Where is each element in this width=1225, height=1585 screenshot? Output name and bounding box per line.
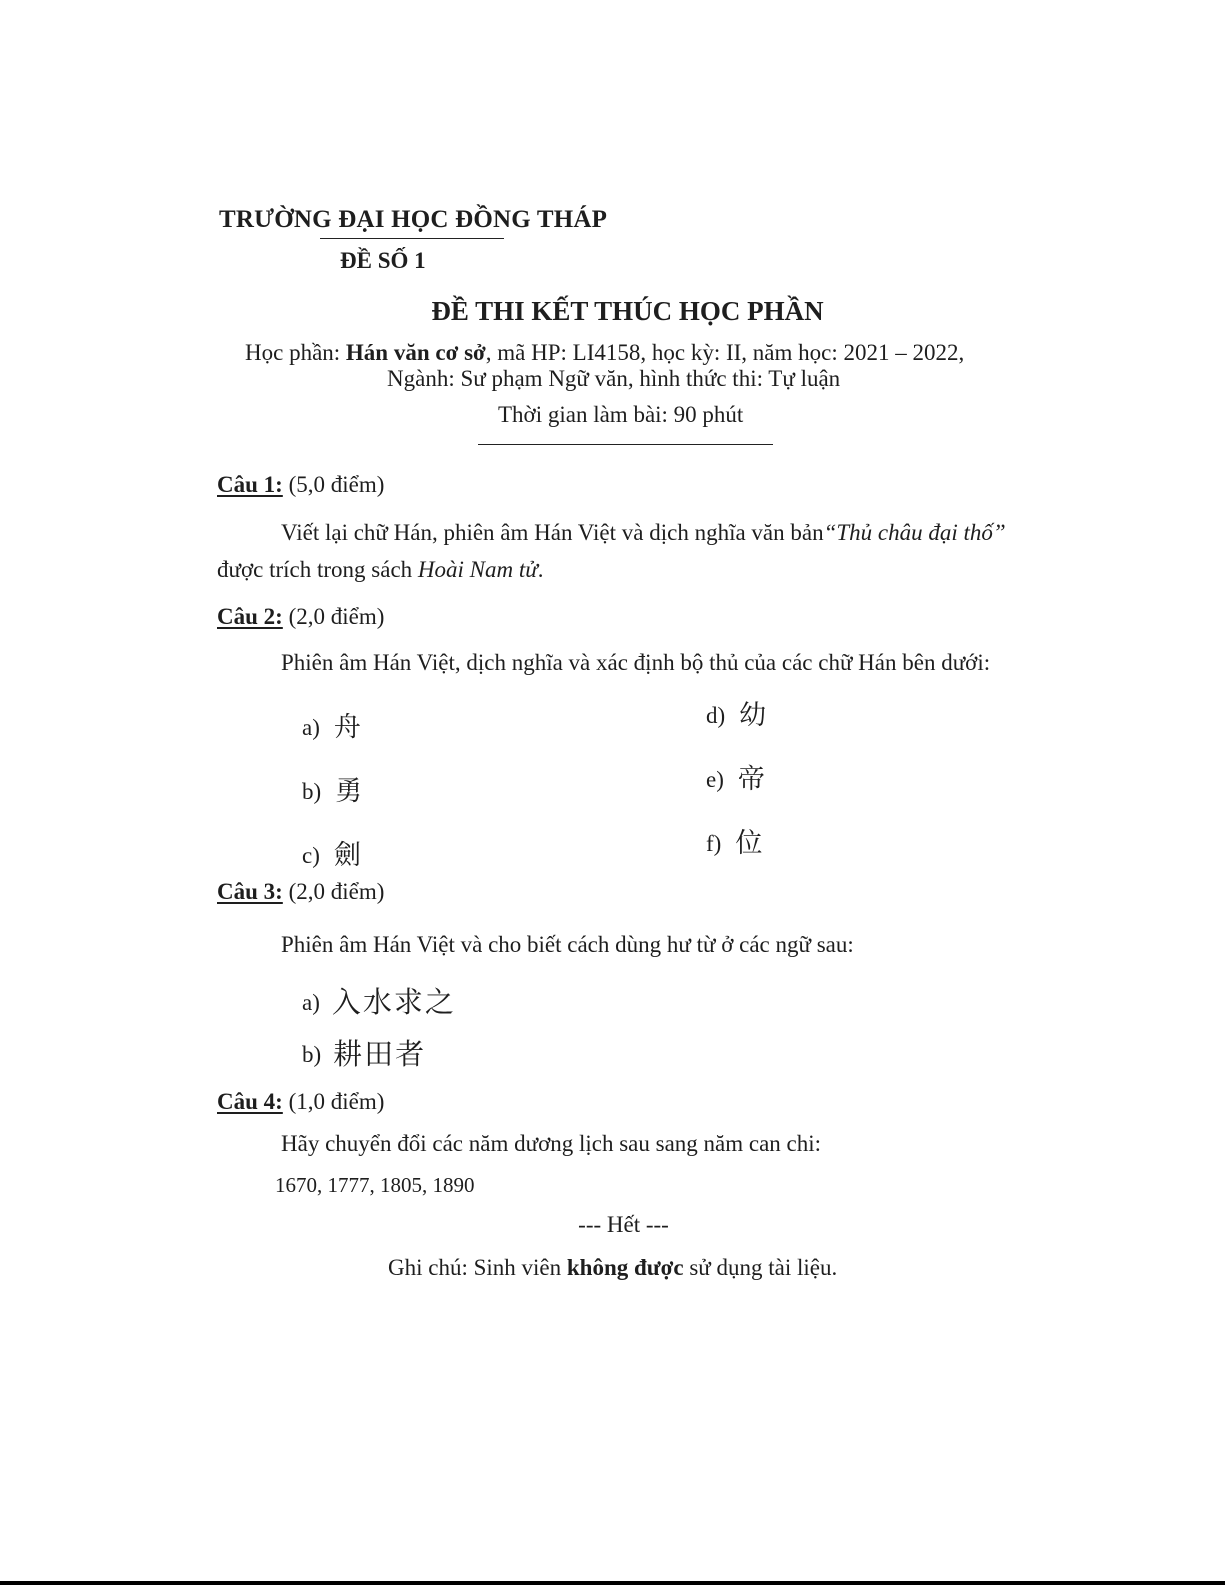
question-4-prompt: Hãy chuyển đổi các năm dương lịch sau sang năm can chi: [281,1131,822,1156]
item-letter: a) [302,990,320,1015]
scan-bottom-edge [0,1581,1225,1585]
question-1-text: Viết lại chữ Hán, phiên âm Hán Việt và dịch nghĩa văn bản [281,520,824,545]
school-underline [320,238,504,239]
question-3-heading [217,879,384,905]
question-1-text-title: “Thủ châu đại thố” [823,520,1006,545]
course-prefix: Học phần: [245,340,346,365]
question-2-points: (2,0 điểm) [282,604,385,629]
exam-title: ĐỀ THI KẾT THÚC HỌC PHẦN [431,296,824,326]
note-prefix: Ghi chú: Sinh viên [388,1255,567,1280]
question-2-item-f [706,821,762,860]
question-1-source-suffix: . [537,557,544,582]
question-3-label: Câu 3: [217,879,283,904]
time-limit: Thời gian làm bài: 90 phút [498,402,744,427]
question-1-label: Câu 1: [217,472,283,497]
header-divider [478,444,773,445]
question-3-item-b [302,1032,426,1073]
question-2-prompt: Phiên âm Hán Việt, dịch nghĩa và xác định bộ thủ của các chữ Hán bên dưới: [281,650,991,675]
item-letter: b) [302,779,322,804]
han-phrase: 耕田者 [333,1037,427,1071]
question-2-heading [217,604,384,630]
question-1-line-2 [217,557,544,583]
question-3-points: (2,0 điểm) [282,879,385,904]
question-2-item-e [706,757,765,796]
item-letter: a) [302,715,320,740]
item-letter: e) [706,767,724,792]
end-mark: --- Hết --- [578,1212,669,1237]
han-character: 劍 [333,840,361,871]
question-2-label: Câu 2: [217,604,283,629]
school-name: TRƯỜNG ĐẠI HỌC ĐỒNG THÁP [219,206,608,233]
question-1-heading [217,472,384,498]
note-emphasis: không được [566,1255,684,1280]
item-letter: f) [706,831,722,856]
note-suffix: sử dụng tài liệu. [683,1255,838,1280]
question-3-item-a [302,980,456,1021]
course-suffix: , mã HP: LI4158, học kỳ: II, năm học: 2021 – 2022, [485,340,965,365]
question-2-item-c [302,833,361,872]
han-character: 位 [735,828,763,859]
item-letter: d) [706,703,726,728]
han-character: 舟 [333,712,361,743]
exam-number: ĐỀ SỐ 1 [340,248,426,273]
question-3-prompt: Phiên âm Hán Việt và cho biết cách dùng hư từ ở các ngữ sau: [281,932,854,957]
question-1-source-book: Hoài Nam tử [417,557,538,582]
course-name: Hán văn cơ sở [345,340,486,365]
question-2-item-d [706,693,766,732]
question-2-item-b [302,769,362,808]
note [388,1255,837,1281]
question-2-item-a [302,705,361,744]
question-4-heading [217,1089,384,1115]
han-character: 帝 [737,764,765,795]
item-letter: c) [302,843,320,868]
question-4-label: Câu 4: [217,1089,283,1114]
question-1-source-prefix: được trích trong sách [217,557,418,582]
course-info [245,340,964,366]
question-1-line-1 [281,520,1006,546]
question-4-points: (1,0 điểm) [282,1089,385,1114]
han-phrase: 入水求之 [331,985,456,1019]
han-character: 幼 [739,700,767,731]
han-character: 勇 [335,776,363,807]
major-info: Ngành: Sư phạm Ngữ văn, hình thức thi: Tự luận [387,366,841,391]
question-4-years: 1670, 1777, 1805, 1890 [275,1173,475,1197]
item-letter: b) [302,1042,322,1067]
question-1-points: (5,0 điểm) [282,472,385,497]
